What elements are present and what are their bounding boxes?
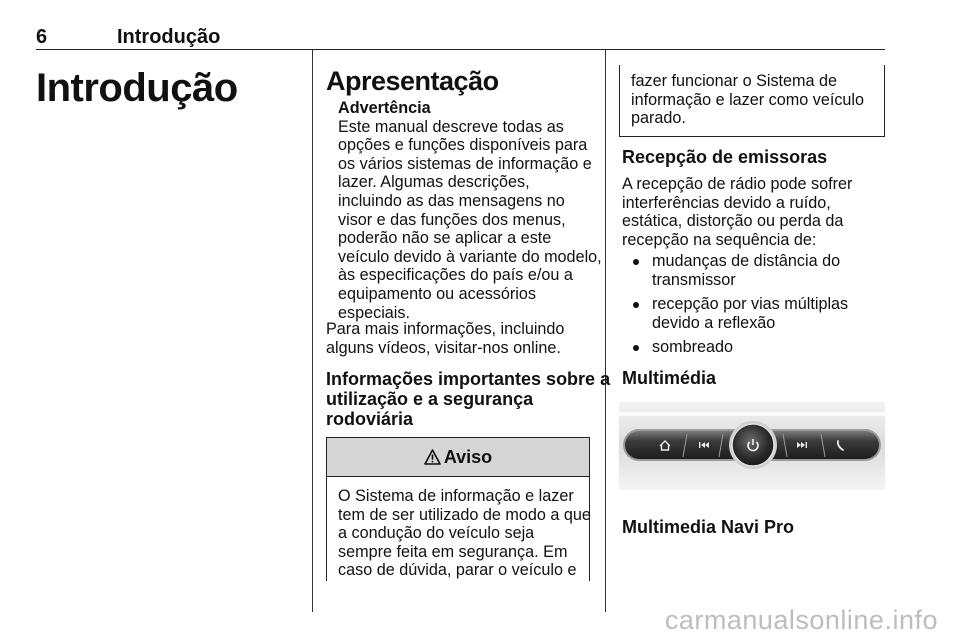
multimedia-caption: Multimedia Navi Pro <box>622 517 795 537</box>
control-panel-illustration <box>619 402 885 490</box>
text-line: A recepção de rádio pode sofrer <box>622 175 853 193</box>
text-line: veículo devido à variante do modelo, <box>338 247 602 266</box>
watermark: carmanualsonline.info <box>664 605 938 635</box>
warning-triangle-icon <box>424 449 441 465</box>
text-line: Este manual descreve todas as <box>338 117 564 136</box>
text-line: Para mais informações, incluindo <box>326 320 565 338</box>
header-rule <box>36 49 885 50</box>
bullet-dot <box>633 345 639 351</box>
column-divider-right <box>605 50 606 612</box>
page-number: 6 <box>36 26 48 48</box>
reception-bullet-list <box>622 252 884 363</box>
text-line: devido a reflexão <box>652 313 776 332</box>
text-line: especiais. <box>338 303 410 322</box>
text-line: O Sistema de informação e lazer <box>338 487 574 505</box>
text-line: interferências devido a ruído, <box>622 193 831 212</box>
text-line: mudanças de distância do <box>652 252 841 270</box>
bullet-dot <box>633 302 639 308</box>
text-line: caso de dúvida, parar o veículo e <box>338 561 577 580</box>
text-line: visor e das funções dos menus, <box>338 210 566 229</box>
text-line: equipamento ou acessórios <box>338 284 536 303</box>
text-line: estática, distorção ou perda da <box>622 212 844 231</box>
text-line: fazer funcionar o Sistema de <box>631 72 838 90</box>
advertencia-text <box>338 118 602 323</box>
text-line: incluindo as das mensagens no <box>338 191 565 210</box>
list-item <box>622 252 884 289</box>
multimedia-heading: Multimédia <box>622 368 717 388</box>
heading-line: utilização e a segurança <box>326 389 534 409</box>
text-line: alguns vídeos, visitar-nos online. <box>326 338 561 357</box>
aviso-text <box>327 477 589 580</box>
chapter-title: Introdução <box>36 66 238 110</box>
reception-intro <box>622 175 852 249</box>
bullet-dot <box>633 259 639 265</box>
section-title: Apresentação <box>326 66 499 96</box>
text-line: às especificações do país e/ou a <box>338 266 573 285</box>
aviso-continued-box <box>619 65 885 137</box>
heading-line: rodoviária <box>326 409 414 429</box>
text-line: sempre feita em segurança. Em <box>338 542 568 561</box>
running-title: Introdução <box>117 26 221 48</box>
multimedia-control-panel-image <box>619 402 885 490</box>
text-line: sombreado <box>652 338 733 357</box>
text-line: os vários sistemas de informação e <box>338 154 592 173</box>
text-line: lazer. Algumas descrições, <box>338 173 530 192</box>
text-line: opções e funções disponíveis para <box>338 136 588 155</box>
list-item <box>622 295 884 332</box>
text-line: a condução do veículo seja <box>338 524 535 543</box>
more-info-paragraph <box>326 320 564 357</box>
column-divider-left <box>312 50 313 612</box>
text-line: poderão não se aplicar a este <box>338 229 552 248</box>
list-item <box>622 338 884 357</box>
aviso-header <box>327 438 589 477</box>
text-line: recepção na sequência de: <box>622 230 817 249</box>
text-line: informação e lazer como veículo <box>631 90 865 109</box>
advertencia-block <box>338 99 602 322</box>
text-line: transmissor <box>652 270 736 289</box>
text-line: parado. <box>631 109 686 128</box>
aviso-box <box>326 437 590 581</box>
aviso-label: Aviso <box>443 446 493 467</box>
text-line: tem de ser utilizado de modo a que <box>338 505 591 524</box>
advertencia-title: Advertência <box>338 99 431 117</box>
text-line: recepção por vias múltiplas <box>652 295 849 314</box>
important-heading <box>326 369 610 429</box>
heading-line: Informações importantes sobre a <box>326 369 611 389</box>
reception-heading: Recepção de emissoras <box>622 147 828 167</box>
